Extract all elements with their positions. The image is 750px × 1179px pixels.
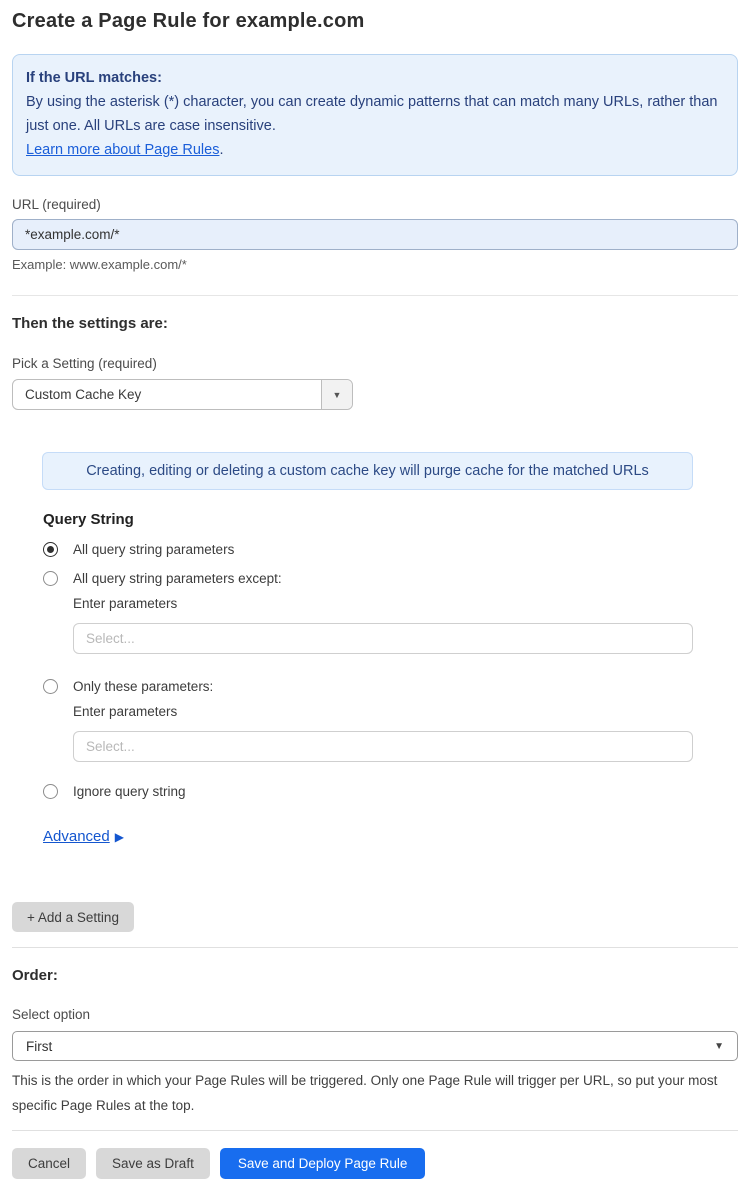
- radio-label[interactable]: Only these parameters:: [73, 679, 214, 694]
- caret-right-icon[interactable]: ▶: [114, 830, 124, 844]
- enter-parameters-label: Enter parameters: [73, 704, 178, 719]
- only-parameters-input[interactable]: [73, 731, 693, 762]
- divider: [12, 947, 738, 948]
- radio-row-all-except: [43, 571, 738, 586]
- pick-setting-label: Pick a Setting (required): [12, 356, 157, 371]
- radio-row-all-params: [43, 542, 738, 557]
- cancel-button[interactable]: Cancel: [12, 1148, 86, 1179]
- except-parameters-input[interactable]: [73, 623, 693, 654]
- save-as-draft-button[interactable]: Save as Draft: [96, 1148, 210, 1179]
- order-dropdown-value: First: [26, 1038, 53, 1054]
- url-example-text: Example: www.example.com/*: [12, 257, 187, 272]
- order-heading: Order:: [12, 967, 58, 984]
- radio-only-these[interactable]: [43, 679, 58, 694]
- chevron-down-icon: ▼: [714, 1040, 724, 1052]
- only-params-field: [73, 704, 738, 762]
- advanced-row: [43, 828, 738, 846]
- save-and-deploy-button[interactable]: Save and Deploy Page Rule: [220, 1148, 426, 1179]
- except-params-field: [73, 596, 738, 654]
- chevron-down-icon[interactable]: ▼: [321, 380, 352, 409]
- divider: [12, 1130, 738, 1131]
- page-title: Create a Page Rule for example.com: [12, 10, 365, 32]
- cache-purge-notice: Creating, editing or deleting a custom cache key will purge cache for the matched URLs: [42, 452, 693, 490]
- order-dropdown[interactable]: [12, 1031, 738, 1061]
- info-box-link-row: [26, 138, 724, 162]
- add-setting-button[interactable]: + Add a Setting: [12, 902, 134, 932]
- radio-all-except[interactable]: [43, 571, 58, 586]
- learn-more-link[interactable]: Learn more about Page Rules: [26, 142, 220, 158]
- advanced-link[interactable]: Advanced: [43, 828, 110, 845]
- enter-parameters-label: Enter parameters: [73, 596, 178, 611]
- radio-label[interactable]: Ignore query string: [73, 784, 186, 799]
- url-input[interactable]: [12, 219, 738, 250]
- setting-dropdown[interactable]: [12, 379, 353, 410]
- info-box-body: By using the asterisk (*) character, you can create dynamic patterns that can match many URLs, rather than just one. All URLs are case insensitive.: [26, 94, 718, 134]
- settings-heading: Then the settings are:: [12, 315, 168, 332]
- radio-label[interactable]: All query string parameters except:: [73, 571, 282, 586]
- order-select-label: Select option: [12, 1007, 91, 1022]
- radio-row-ignore-qs: [43, 784, 738, 799]
- url-label: URL (required): [12, 197, 101, 212]
- footer-actions: [12, 1148, 738, 1179]
- query-string-heading: Query String: [43, 511, 134, 528]
- query-string-section: [43, 511, 738, 846]
- radio-ignore-query-string[interactable]: [43, 784, 58, 799]
- order-description: This is the order in which your Page Rules will be triggered. Only one Page Rule will trigger per URL, so put your most specific Page Rules at the top.: [12, 1073, 718, 1113]
- link-suffix: .: [219, 142, 224, 158]
- radio-all-params[interactable]: [43, 542, 58, 557]
- info-box-heading: If the URL matches:: [26, 70, 162, 86]
- radio-label[interactable]: All query string parameters: [73, 542, 235, 557]
- radio-row-only-these: [43, 679, 738, 694]
- url-match-info-box: [12, 54, 738, 176]
- divider: [12, 295, 738, 296]
- setting-dropdown-value: Custom Cache Key: [25, 387, 142, 402]
